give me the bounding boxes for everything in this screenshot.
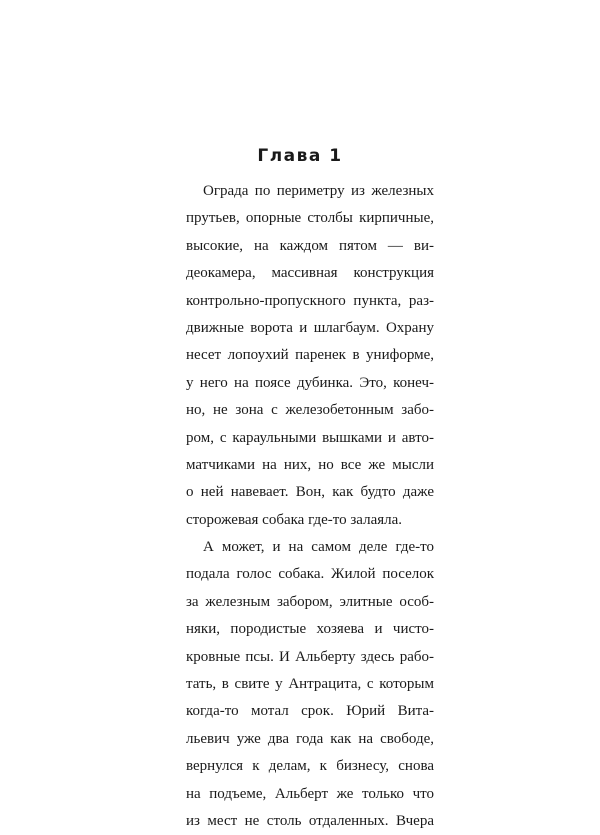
- paragraph-1-line-2: прутьев, опорные столбы кирпичные,: [186, 210, 434, 227]
- paragraph-1-line-7: несет лопоухий паренек в униформе,: [186, 347, 434, 364]
- paragraph-1-line-6: движные ворота и шлагбаум. Охрану: [186, 319, 434, 336]
- paragraph-1-line-11: матчиками на них, но все же мысли: [186, 456, 434, 473]
- paragraph-2-line-10: на подъеме, Альберт же только что: [186, 785, 434, 802]
- paragraph-2-line-1: А может, и на самом деле где-то: [203, 539, 434, 556]
- paragraph-2-line-2: подала голос собака. Жилой поселок: [186, 566, 434, 583]
- paragraph-2-line-3: за железным забором, элитные особ-: [186, 593, 434, 610]
- paragraph-1-line-10: ром, с караульными вышками и авто-: [186, 429, 434, 446]
- paragraph-2-line-5: кровные псы. И Альберту здесь рабо-: [186, 648, 434, 665]
- body-text: [186, 178, 434, 835]
- paragraph-2-line-7: когда-то мотал срок. Юрий Вита-: [186, 703, 434, 720]
- paragraph-1-line-8: у него на поясе дубинка. Это, конеч-: [186, 374, 434, 391]
- paragraph-2-line-8: льевич уже два года как на свободе,: [186, 730, 434, 747]
- paragraph-1-line-3: высокие, на каждом пятом — ви-: [186, 237, 434, 254]
- paragraph-2-line-11: из мест не столь отдаленных. Вчера: [186, 812, 434, 829]
- paragraph-1-line-12: о ней навевает. Вон, как будто даже: [186, 484, 434, 501]
- paragraph-1-line-5: контрольно-пропускного пункта, раз-: [186, 292, 434, 309]
- paragraph-1-line-1: Ограда по периметру из железных: [203, 183, 434, 199]
- chapter-title: Глава 1: [257, 146, 343, 166]
- paragraph-2-line-9: вернулся к делам, к бизнесу, снова: [186, 758, 434, 775]
- paragraph-2-line-4: няки, породистые хозяева и чисто-: [186, 621, 434, 638]
- paragraph-2-line-6: тать, в свите у Антрацита, с которым: [186, 676, 434, 693]
- paragraph-1-line-4: деокамера, массивная конструкция: [186, 265, 434, 282]
- paragraph-1-line-13: сторожевая собака где-то залаяла.: [186, 511, 403, 528]
- paragraph-1-line-9: но, не зона с железобетонным забо-: [186, 402, 434, 419]
